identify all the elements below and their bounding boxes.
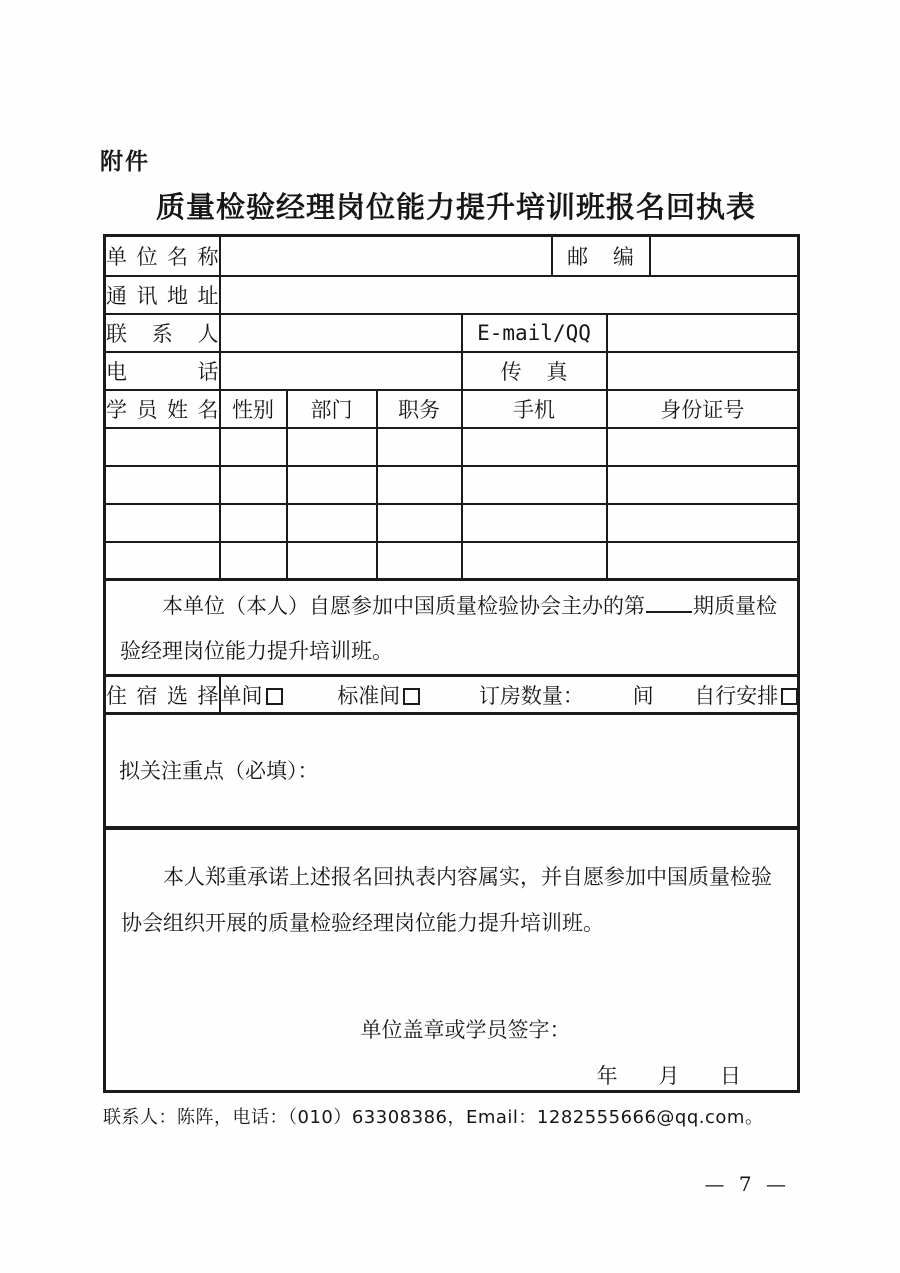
- student-field-cell: [607, 466, 799, 504]
- page-number: — 7 —: [704, 1172, 790, 1196]
- email-qq-field-cell: [607, 314, 799, 352]
- address-label: 通讯地址: [105, 276, 220, 314]
- gender-header: 性别: [220, 390, 287, 428]
- address-field-cell: [220, 276, 799, 314]
- single-room-option: [221, 680, 283, 710]
- statement-text: [106, 584, 797, 674]
- standard-room-label: 标准间: [337, 683, 401, 708]
- student-field-cell: [462, 428, 607, 466]
- student-field-cell: [462, 504, 607, 542]
- statement-prefix: 本单位（本人）自愿参加中国质量检验协会主办的第: [162, 594, 645, 618]
- checkbox-icon: [403, 688, 420, 705]
- focus-row: [105, 714, 799, 828]
- footer-contact: 联系人：陈阵，电话：（010）63308386，Email：1282555666@qq.com。: [103, 1107, 764, 1128]
- commitment-text: 本人郑重承诺上述报名回执表内容属实，并自愿参加中国质量检验协会组织开展的质量检验经理岗位能力提升培训班。: [121, 864, 772, 935]
- standard-room-option: [337, 680, 420, 710]
- student-field-cell: [462, 542, 607, 580]
- student-field-cell: [377, 466, 462, 504]
- quantity-unit-label: 间: [632, 683, 654, 708]
- commitment-row: [105, 828, 799, 1092]
- registration-form-table: [103, 234, 800, 1093]
- focus-cell: [105, 714, 799, 828]
- statement-suffix: 期质量检验经理岗位能力提升培训班。: [120, 594, 777, 663]
- postal-code-field-cell: [650, 236, 799, 276]
- attachment-label: 附件: [100, 149, 150, 175]
- student-field-cell: [377, 504, 462, 542]
- student-empty-row: [105, 466, 799, 504]
- student-field-cell: [287, 466, 377, 504]
- student-empty-row: [105, 428, 799, 466]
- statement-cell: [105, 580, 799, 676]
- phone-row: [105, 352, 799, 390]
- student-field-cell: [287, 428, 377, 466]
- self-arrange-label: 自行安排: [694, 683, 779, 708]
- student-field-cell: [105, 504, 220, 542]
- accommodation-options-cell: [220, 676, 799, 714]
- checkbox-icon: [266, 688, 283, 705]
- unit-name-label: 单位名称: [105, 236, 220, 276]
- self-arrange-option: [694, 680, 798, 710]
- fax-field-cell: [607, 352, 799, 390]
- signature-label: 单位盖章或学员签字：: [360, 1017, 571, 1042]
- unit-name-field-cell: [220, 236, 552, 276]
- id-number-header: 身份证号: [607, 390, 799, 428]
- student-field-cell: [105, 428, 220, 466]
- date-label: 年 月 日: [596, 1063, 741, 1088]
- student-field-cell: [105, 466, 220, 504]
- student-field-cell: [607, 504, 799, 542]
- booking-quantity-label: 订房数量：: [478, 683, 584, 708]
- student-field-cell: [377, 542, 462, 580]
- single-room-label: 单间: [220, 683, 263, 708]
- student-field-cell: [287, 542, 377, 580]
- focus-label: 拟关注重点（必填）：: [119, 759, 319, 784]
- student-field-cell: [105, 542, 220, 580]
- student-empty-row: [105, 542, 799, 580]
- student-name-header: 学员姓名: [105, 390, 220, 428]
- student-field-cell: [607, 428, 799, 466]
- unit-name-row: [105, 236, 799, 276]
- department-header: 部门: [287, 390, 377, 428]
- address-row: [105, 276, 799, 314]
- student-field-cell: [220, 428, 287, 466]
- student-field-cell: [220, 504, 287, 542]
- student-field-cell: [220, 542, 287, 580]
- accommodation-label: 住宿选择: [105, 676, 220, 714]
- contact-person-row: [105, 314, 799, 352]
- phone-label: 电话: [105, 352, 220, 390]
- student-field-cell: [607, 542, 799, 580]
- position-header: 职务: [377, 390, 462, 428]
- document-title: 质量检验经理岗位能力提升培训班报名回执表: [155, 190, 756, 224]
- fax-label: 传 真: [462, 352, 607, 390]
- accommodation-row: [105, 676, 799, 714]
- postal-code-label: 邮 编: [552, 236, 650, 276]
- phone-field-cell: [220, 352, 462, 390]
- contact-person-label: 联系人: [105, 314, 220, 352]
- mobile-header: 手机: [462, 390, 607, 428]
- statement-row: [105, 580, 799, 676]
- blank-underline: [646, 591, 692, 613]
- commitment-cell: [105, 828, 799, 1092]
- student-field-cell: [287, 504, 377, 542]
- contact-person-field-cell: [220, 314, 462, 352]
- student-header-row: [105, 390, 799, 428]
- student-field-cell: [377, 428, 462, 466]
- student-field-cell: [462, 466, 607, 504]
- checkbox-icon: [781, 688, 798, 705]
- student-empty-row: [105, 504, 799, 542]
- student-field-cell: [220, 466, 287, 504]
- email-qq-label: E-mail/QQ: [462, 314, 607, 352]
